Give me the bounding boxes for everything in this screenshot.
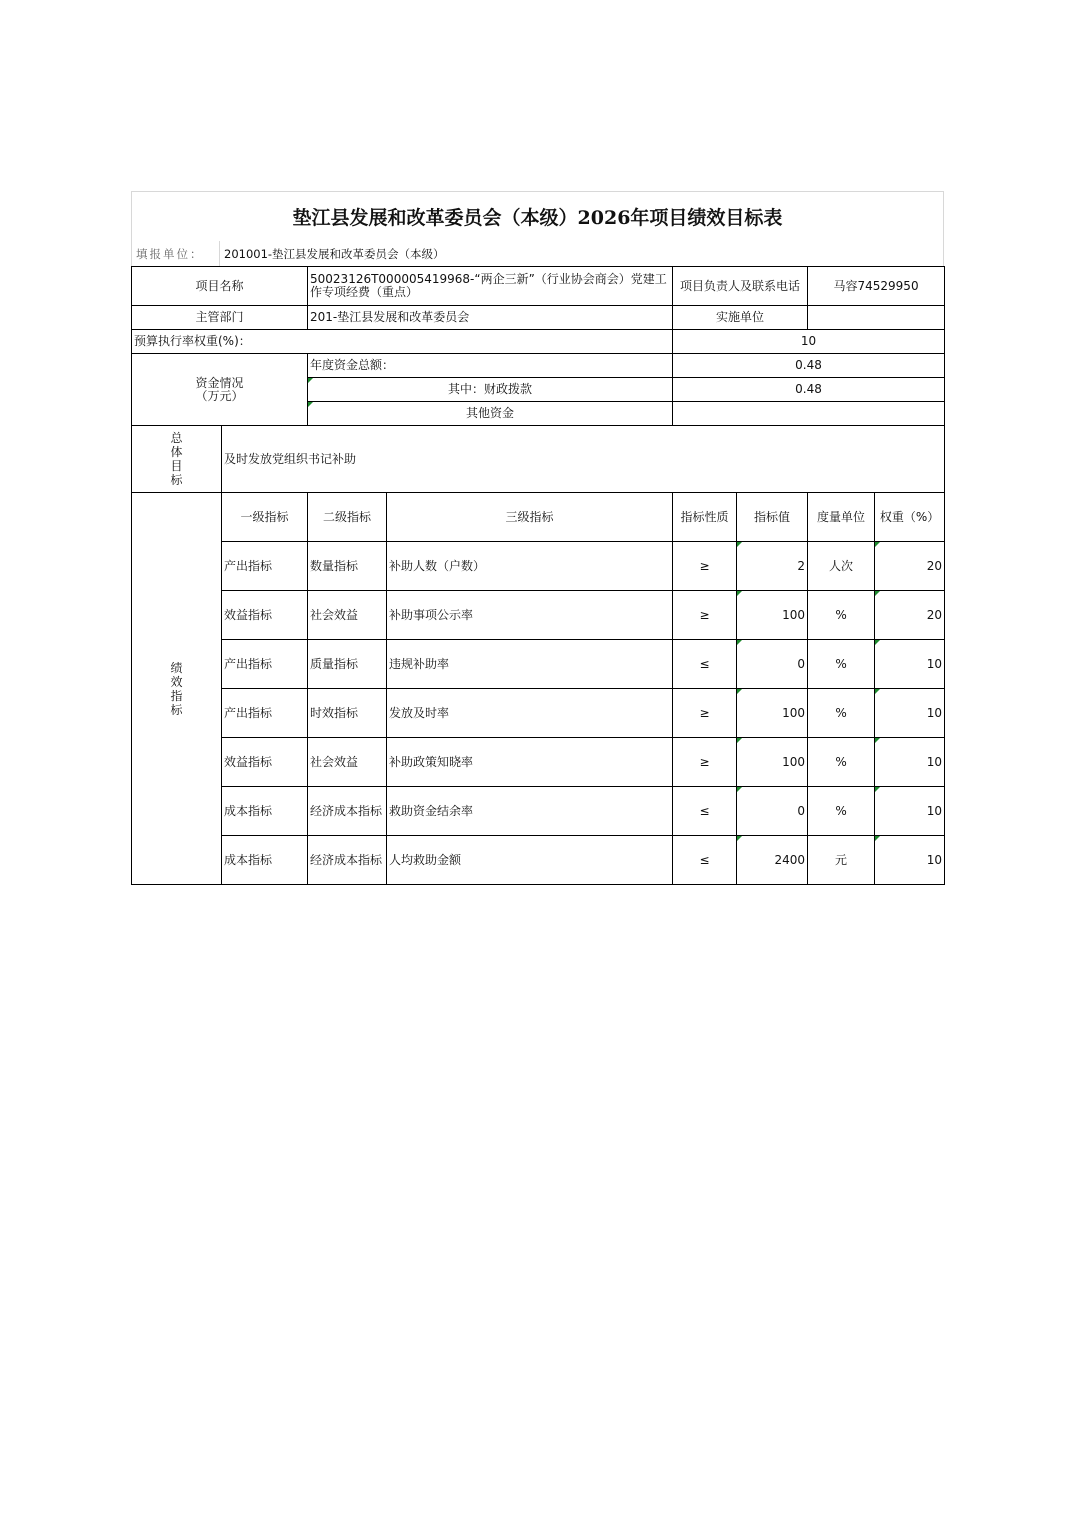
project-name-value: 50023126T000005419968-“两企三新”（行业协会商会）党建工作专项经费（重点） — [308, 267, 673, 306]
overall-goal-label — [132, 426, 222, 493]
contact-label: 项目负责人及联系电话 — [673, 267, 808, 306]
indicator-cell-unit: 人次 — [808, 542, 875, 591]
filler-unit-label: 填报单位： — [132, 241, 220, 266]
indicator-cell-l1: 产出指标 — [222, 689, 308, 738]
page-title: 垫江县发展和改革委员会（本级）2026年项目绩效目标表 — [131, 191, 944, 241]
contact-value: 马容74529950 — [808, 267, 945, 306]
filler-unit-value: 201001-垫江县发展和改革委员会（本级） — [224, 246, 445, 261]
performance-target-sheet — [131, 191, 944, 885]
indicator-cell-l2: 质量指标 — [308, 640, 387, 689]
indicator-cell-l1: 成本指标 — [222, 787, 308, 836]
indicator-cell-unit: % — [808, 689, 875, 738]
target-table — [131, 266, 945, 885]
funds-fiscal-label: 其中：财政拨款 — [308, 378, 673, 402]
budget-rate-label: 预算执行率权重(%)： — [132, 330, 673, 354]
indicator-cell-l1: 效益指标 — [222, 738, 308, 787]
indicator-cell-unit: % — [808, 640, 875, 689]
indicator-cell-l1: 效益指标 — [222, 591, 308, 640]
indicator-cell-weight: 10 — [875, 689, 945, 738]
funds-other-value — [673, 402, 945, 426]
indicator-cell-val: 2 — [737, 542, 808, 591]
indicator-cell-op: ≤ — [673, 640, 737, 689]
indicator-row — [132, 591, 945, 640]
indicator-cell-l3: 补助人数（户数） — [387, 542, 673, 591]
indicator-cell-l2: 时效指标 — [308, 689, 387, 738]
indicator-cell-val: 0 — [737, 787, 808, 836]
funds-total-label: 年度资金总额： — [308, 354, 673, 378]
indicator-header-row — [132, 493, 945, 542]
funds-label — [132, 354, 308, 426]
indicator-cell-weight: 10 — [875, 738, 945, 787]
filler-unit-row — [131, 241, 944, 266]
indicator-cell-l3: 补助政策知晓率 — [387, 738, 673, 787]
indicator-cell-l2: 社会效益 — [308, 591, 387, 640]
indicator-cell-op: ≤ — [673, 836, 737, 885]
indicator-row — [132, 738, 945, 787]
indicator-cell-l3: 补助事项公示率 — [387, 591, 673, 640]
indicator-cell-weight: 10 — [875, 787, 945, 836]
indicator-cell-l3: 发放及时率 — [387, 689, 673, 738]
indicator-cell-op: ≤ — [673, 787, 737, 836]
indicator-row — [132, 787, 945, 836]
indicator-cell-l1: 产出指标 — [222, 542, 308, 591]
indicator-cell-l1: 产出指标 — [222, 640, 308, 689]
funds-total-value: 0.48 — [673, 354, 945, 378]
indicator-cell-unit: % — [808, 738, 875, 787]
indicators-section-label-text: 绩 效 指 标 — [170, 660, 183, 717]
indicator-cell-weight: 20 — [875, 591, 945, 640]
indicator-cell-val: 100 — [737, 689, 808, 738]
impl-unit-label: 实施单位 — [673, 306, 808, 330]
indicator-row — [132, 836, 945, 885]
indicator-header-op: 指标性质 — [673, 493, 737, 542]
indicator-cell-unit: 元 — [808, 836, 875, 885]
indicator-cell-weight: 10 — [875, 640, 945, 689]
dept-value: 201-垫江县发展和改革委员会 — [308, 306, 673, 330]
indicator-cell-val: 100 — [737, 591, 808, 640]
indicator-cell-val: 2400 — [737, 836, 808, 885]
indicator-cell-unit: % — [808, 787, 875, 836]
indicator-header-l3: 三级指标 — [387, 493, 673, 542]
project-name-label: 项目名称 — [132, 267, 308, 306]
indicator-row — [132, 640, 945, 689]
indicator-cell-val: 100 — [737, 738, 808, 787]
indicator-cell-unit: % — [808, 591, 875, 640]
funds-fiscal-value: 0.48 — [673, 378, 945, 402]
indicator-header-weight: 权重（%） — [875, 493, 945, 542]
dept-label: 主管部门 — [132, 306, 308, 330]
funds-other-label: 其他资金 — [308, 402, 673, 426]
indicator-cell-l2: 经济成本指标 — [308, 836, 387, 885]
indicator-row — [132, 689, 945, 738]
indicator-cell-weight: 20 — [875, 542, 945, 591]
indicator-cell-l2: 经济成本指标 — [308, 787, 387, 836]
funds-label-line2: （万元） — [195, 388, 244, 403]
indicator-cell-op: ≥ — [673, 591, 737, 640]
indicator-header-unit: 度量单位 — [808, 493, 875, 542]
indicator-cell-l1: 成本指标 — [222, 836, 308, 885]
overall-goal-label-text: 总 体 目 标 — [170, 431, 183, 487]
indicator-cell-l3: 违规补助率 — [387, 640, 673, 689]
funds-label-line1: 资金情况 — [195, 375, 244, 390]
indicator-header-val: 指标值 — [737, 493, 808, 542]
indicator-cell-l2: 社会效益 — [308, 738, 387, 787]
indicator-cell-op: ≥ — [673, 689, 737, 738]
impl-unit-value — [808, 306, 945, 330]
indicator-cell-l2: 数量指标 — [308, 542, 387, 591]
indicator-header-l2: 二级指标 — [308, 493, 387, 542]
indicator-cell-l3: 救助资金结余率 — [387, 787, 673, 836]
indicator-cell-weight: 10 — [875, 836, 945, 885]
indicators-section-label — [132, 493, 222, 885]
overall-goal-value: 及时发放党组织书记补助 — [222, 426, 945, 493]
indicator-cell-op: ≥ — [673, 542, 737, 591]
budget-rate-value: 10 — [673, 330, 945, 354]
indicator-cell-val: 0 — [737, 640, 808, 689]
indicator-header-l1: 一级指标 — [222, 493, 308, 542]
indicator-row — [132, 542, 945, 591]
indicator-cell-l3: 人均救助金额 — [387, 836, 673, 885]
indicator-cell-op: ≥ — [673, 738, 737, 787]
